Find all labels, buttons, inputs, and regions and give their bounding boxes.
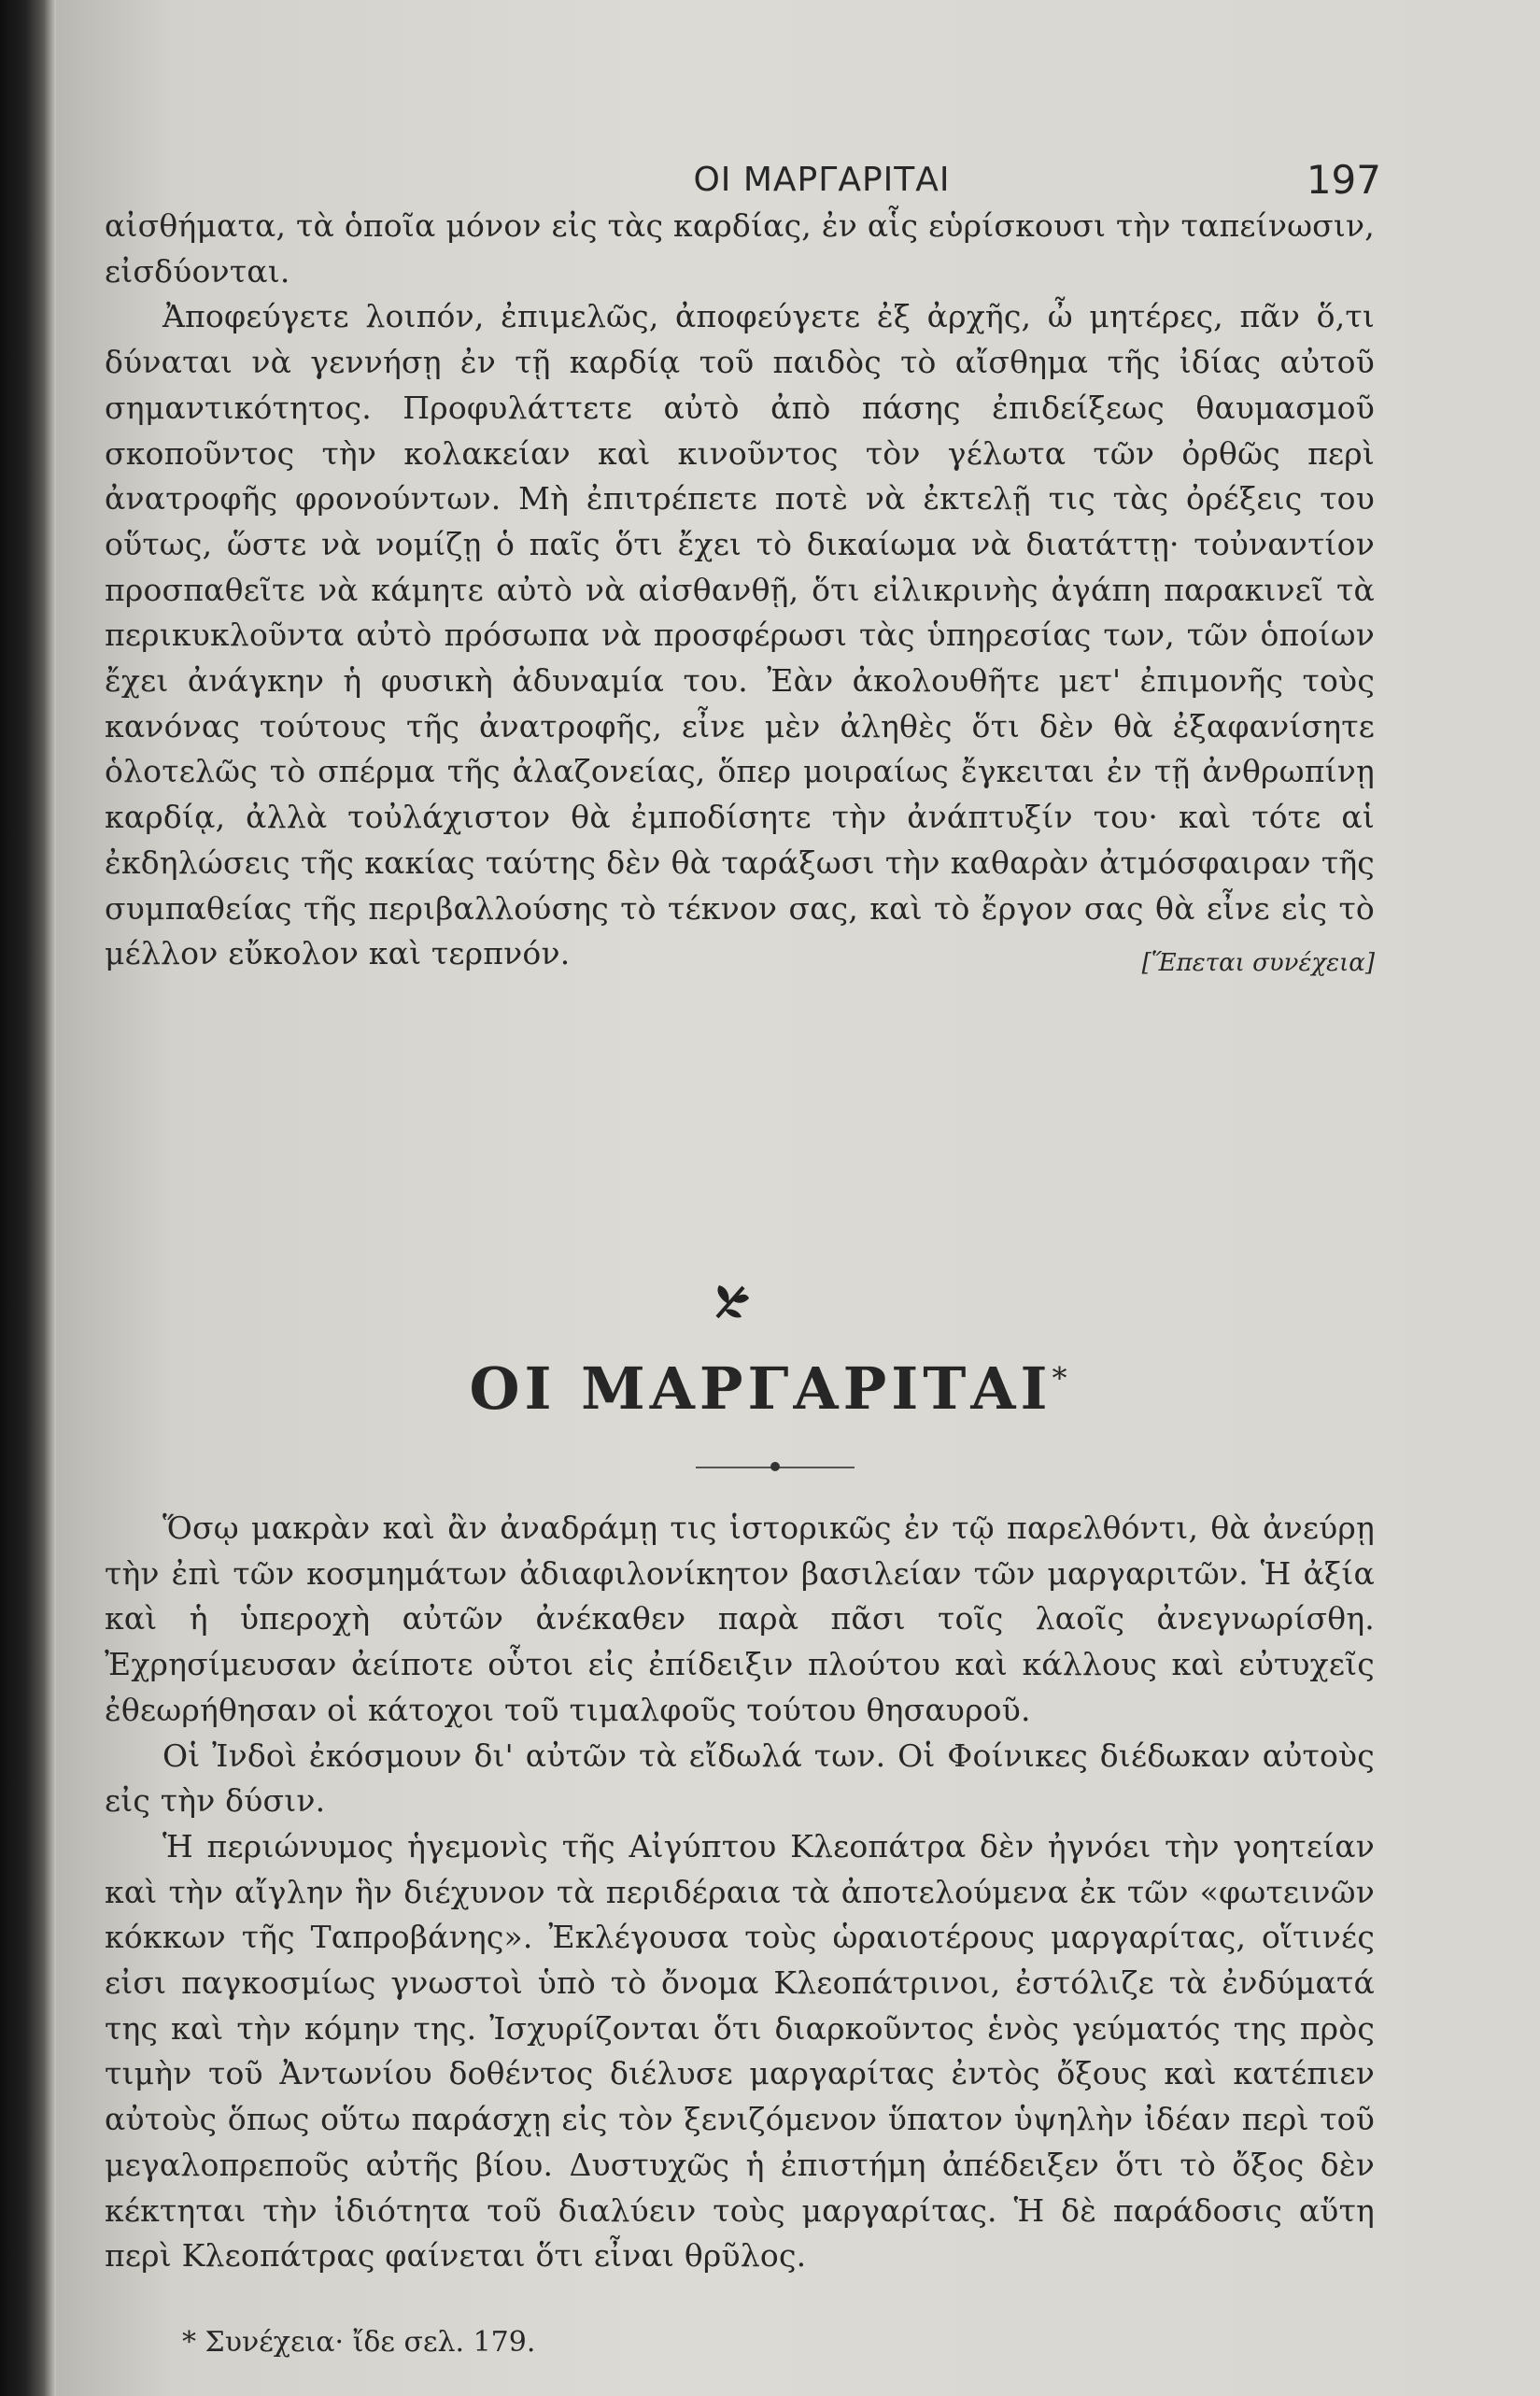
footnote-marker: * [1052,1360,1072,1396]
page-number: 197 [1306,157,1381,203]
paragraph-advice: Ἀποφεύγετε λοιπόν, ἐπιμελῶς, ἀποφεύγετε ἐξ ἀρχῆς, ὦ μητέρες, πᾶν ὅ,τι δύναται νὰ γεννήσῃ ἐν τῇ καρδίᾳ τοῦ παιδὸς τὸ αἴσθημα τῆς ἰδίας αὐτοῦ σημαντικότητος. Προφυλάττετε αὐτὸ ἀπὸ πάσης ἐπιδείξεως θαυμασμοῦ σκοποῦντος τὴν κολακείαν καὶ κινοῦντος τὸν γέλωτα τῶν ὀρθῶς περὶ ἀνατροφῆς φρονούντων. Μὴ ἐπιτρέπετε ποτὲ νὰ ἐκτελῇ τις τὰς ὀρέξεις του οὕτως, ὥστε νὰ νομίζῃ ὁ παῖς ὅτι ἔχει τὸ δικαίωμα νὰ διατάττῃ· τοὐναντίον προσπαθεῖτε νὰ κάμητε αὐτὸ νὰ αἰσθανθῇ, ὅτι εἰλικρινὴς ἀγάπη παρακινεῖ τὰ περικυκλοῦντα αὐτὸ πρόσωπα νὰ προσφέρωσι τὰς ὑπηρεσίας των, τῶν ὁποίων ἔχει ἀνάγκην ἡ φυσικὴ ἀδυναμία του. Ἐὰν ἀκολουθῆτε μετ' ἐπιμονῆς τοὺς κανόνας τούτους τῆς ἀνατροφῆς, εἶνε μὲν ἀληθὲς ὅτι δὲν θὰ ἐξαφανίσητε ὁλοτελῶς τὸ σπέρμα τῆς ἀλαζονείας, ὅπερ μοιραίως ἔγκειται ἐν τῇ ἀνθρωπίνῃ καρδίᾳ, ἀλλὰ τοὐλάχιστον θὰ ἐμποδίσητε τὴν ἀνάπτυξίν του· καὶ τότε αἱ ἐκδηλώσεις τῆς κακίας ταύτης δὲν θὰ ταράξωσι τὴν καθαρὰν ἀτμόσφαιραν τῆς συμπαθείας τῆς περιβαλλούσης τὸ τέκνον σας, καὶ τὸ ἔργον σας θὰ εἶνε εἰς τὸ μέλλον εὔκολον καὶ τερπνόν. [105,298,1375,972]
running-header: ΟΙ ΜΑΡΓΑΡΙΤΑΙ [693,161,951,199]
section-title [280,1354,1261,1423]
pearls-article [105,1506,1375,2279]
leaf-ornament-icon [710,1280,753,1323]
continued-note: [Ἕπεται συνέχεια] [1141,948,1375,977]
previous-article [105,204,1375,977]
paragraph-cleopatra: Ἡ περιώνυμος ἡγεμονὶς τῆς Αἰγύπτου Κλεοπάτρα δὲν ἠγνόει τὴν γοητείαν καὶ τὴν αἴγλην ἣν διέχυνον τὰ περιδέραια τὰ ἀποτελούμενα ἐκ τῶν «φωτεινῶν κόκκων τῆς Ταπροβάνης». Ἐκλέγουσα τοὺς ὡραιοτέρους μαργαρίτας, οἵτινές εἰσι παγκοσμίως γνωστοὶ ὑπὸ τὸ ὄνομα Κλεοπάτρινοι, ἐστόλιζε τὰ ἐνδύματά της καὶ τὴν κόμην της. Ἰσχυρίζονται ὅτι διαρκοῦντος ἑνὸς γεύματός της πρὸς τιμὴν τοῦ Ἀντωνίου δοθέντος διέλυσε μαργαρίτας ἐντὸς ὄξους καὶ κατέπιεν αὐτοὺς ὅπως οὕτω παράσχῃ εἰς τὸν ξενιζόμενον ὕπατον ὑψηλὴν ἰδέαν περὶ τοῦ μεγαλοπρεποῦς αὐτῆς βίου. Δυστυχῶς ἡ ἐπιστήμη ἀπέδειξεν ὅτι τὸ ὄξος δὲν κέκτηται τὴν ἰδιότητα τοῦ διαλύειν τοὺς μαργαρίτας. Ἡ δὲ παράδοσις αὕτη περὶ Κλεοπάτρας φαίνεται ὅτι εἶναι θρῦλος. [105,1827,1375,2275]
paragraph-continuation: αἰσθήματα, τὰ ὁποῖα μόνον εἰς τὰς καρδίας, ἐν αἷς εὑρίσκουσι τὴν ταπείνωσιν, εἰσδύονται. [105,207,1375,290]
footnote: * Συνέχεια· ἴδε σελ. 179. [182,2326,536,2359]
paragraph-history: Ὅσῳ μακρὰν καὶ ἂν ἀναδράμῃ τις ἱστορικῶς ἐν τῷ παρελθόντι, θὰ ἀνεύρῃ τὴν ἐπὶ τῶν κοσμημάτων ἀδιαφιλονίκητον βασιλείαν τῶν μαργαριτῶν. Ἡ ἀξία καὶ ἡ ὑπεροχὴ αὐτῶν ἀνέκαθεν παρὰ πᾶσι τοῖς λαοῖς ἀνεγνωρίσθη. Ἐχρησίμευσαν ἀείποτε οὗτοι εἰς ἐπίδειξιν πλούτου καὶ κάλλους καὶ εὐτυχεῖς ἐθεωρήθησαν οἱ κάτοχοι τοῦ τιμαλφοῦς τούτου θησαυροῦ. [105,1510,1375,1728]
title-rule-dot [770,1462,780,1471]
paragraph-indians: Οἱ Ἰνδοὶ ἐκόσμουν δι' αὐτῶν τὰ εἴδωλά των. Οἱ Φοίνικες διέδωκαν αὐτοὺς εἰς τὴν δύσιν. [105,1737,1375,1820]
final-paragraph-wrapper [105,294,1375,977]
book-binding-shadow [0,0,58,2396]
section-title-text: ΟΙ ΜΑΡΓΑΡΙΤΑΙ [469,1354,1053,1423]
